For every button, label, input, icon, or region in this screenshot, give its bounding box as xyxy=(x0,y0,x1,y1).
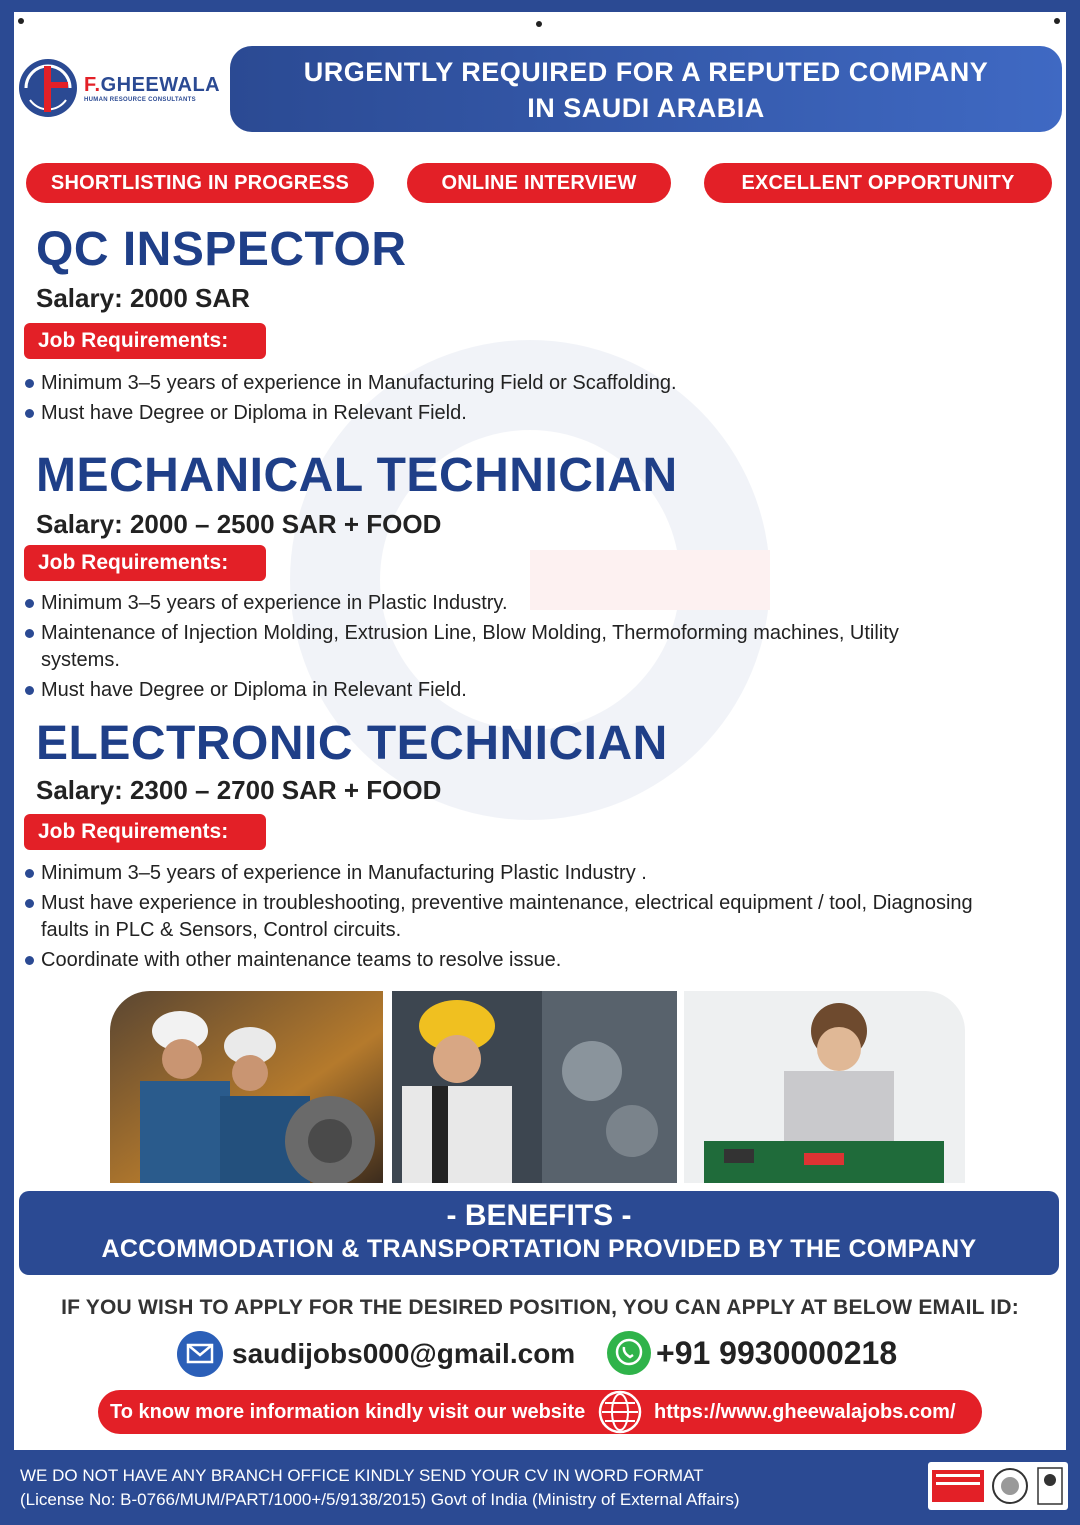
requirements-list xyxy=(24,860,984,977)
whatsapp-icon xyxy=(606,1330,652,1376)
email-contact[interactable] xyxy=(176,1330,575,1378)
list-item: Maintenance of Injection Molding, Extrusion Line, Blow Molding, Thermoforming machines, Utility systems. xyxy=(24,620,964,674)
benefits-text: ACCOMMODATION & TRANSPORTATION PROVIDED BY THE COMPANY xyxy=(101,1235,977,1263)
job-requirements-label: Job Requirements: xyxy=(24,814,266,850)
corner-dot xyxy=(18,18,24,24)
corner-dot xyxy=(536,21,542,27)
requirements-list xyxy=(24,370,924,430)
job-title-electronic-technician: ELECTRONIC TECHNICIAN xyxy=(36,717,668,770)
footer-line2: (License No: B-0766/MUM/PART/1000+/5/9138/2015) Govt of India (Ministry of External Affairs) xyxy=(20,1490,740,1509)
corner-dot xyxy=(1054,18,1060,24)
headline-line2: IN SAUDI ARABIA xyxy=(527,93,765,123)
job-title-qc-inspector: QC INSPECTOR xyxy=(36,223,407,276)
footer-disclaimer xyxy=(20,1464,740,1512)
website-label: To know more information kindly visit our website xyxy=(110,1401,586,1423)
job-title-mechanical-technician: MECHANICAL TECHNICIAN xyxy=(36,449,678,502)
phone-number[interactable]: +91 9930000218 xyxy=(656,1334,898,1371)
tag-excellent-opportunity: EXCELLENT OPPORTUNITY xyxy=(704,163,1052,203)
website-url[interactable]: https://www.gheewalajobs.com/ xyxy=(654,1401,956,1423)
logo-tagline: HUMAN RESOURCE CONSULTANTS xyxy=(84,96,196,103)
photo-electronics-repair xyxy=(684,991,965,1183)
company-logo xyxy=(16,56,220,120)
list-item: Minimum 3–5 years of experience in Manufacturing Field or Scaffolding. xyxy=(24,370,924,397)
job-salary: Salary: 2000 – 2500 SAR + FOOD xyxy=(36,509,442,539)
phone-contact[interactable] xyxy=(606,1330,897,1376)
globe-icon xyxy=(598,1390,642,1434)
headline-banner xyxy=(230,46,1062,132)
list-item: Must have experience in troubleshooting, preventive maintenance, electrical equipment / tool, Diagnosing faults in PLC & Sensors, Control circuits. xyxy=(24,890,984,944)
photo-technician-machine xyxy=(392,991,677,1183)
job-requirements-label: Job Requirements: xyxy=(24,545,266,581)
requirements-list xyxy=(24,590,964,707)
email-address[interactable]: saudijobs000@gmail.com xyxy=(232,1338,576,1369)
list-item: Must have Degree or Diploma in Relevant Field. xyxy=(24,677,964,704)
mail-icon xyxy=(176,1330,224,1378)
website-banner[interactable] xyxy=(98,1390,982,1434)
job-requirements-label: Job Requirements: xyxy=(24,323,266,359)
benefits-banner xyxy=(19,1191,1059,1275)
job-salary: Salary: 2300 – 2700 SAR + FOOD xyxy=(36,775,442,805)
benefits-heading: - BENEFITS - xyxy=(446,1199,632,1232)
photo-workers-with-helmets xyxy=(110,991,383,1183)
footer-line1: WE DO NOT HAVE ANY BRANCH OFFICE KINDLY SEND YOUR CV IN WORD FORMAT xyxy=(20,1466,704,1485)
globe-logo-icon xyxy=(16,56,80,120)
certification-logos xyxy=(928,1462,1068,1510)
logo-name: F.GHEEWALA xyxy=(84,73,221,96)
tag-online-interview: ONLINE INTERVIEW xyxy=(407,163,671,203)
apply-note: IF YOU WISH TO APPLY FOR THE DESIRED POSITION, YOU CAN APPLY AT BELOW EMAIL ID: xyxy=(61,1296,1019,1319)
headline-line1: URGENTLY REQUIRED FOR A REPUTED COMPANY xyxy=(303,57,989,87)
tag-shortlisting: SHORTLISTING IN PROGRESS xyxy=(26,163,374,203)
job-salary: Salary: 2000 SAR xyxy=(36,283,250,313)
list-item: Must have Degree or Diploma in Relevant Field. xyxy=(24,400,924,427)
list-item: Minimum 3–5 years of experience in Manufacturing Plastic Industry . xyxy=(24,860,984,887)
list-item: Minimum 3–5 years of experience in Plastic Industry. xyxy=(24,590,964,617)
list-item: Coordinate with other maintenance teams to resolve issue. xyxy=(24,947,984,974)
